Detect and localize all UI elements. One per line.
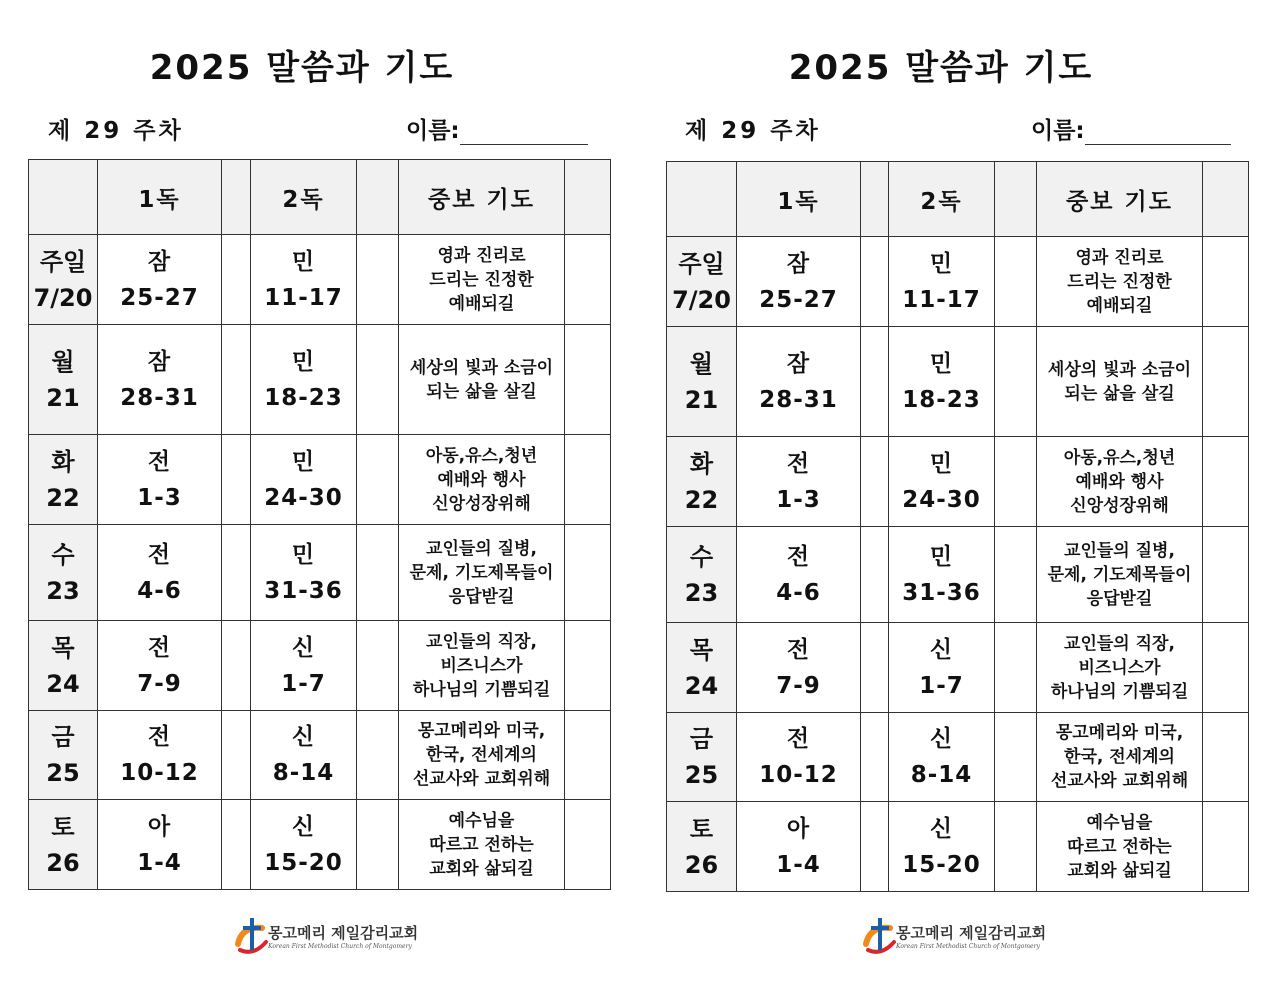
day-name: 금 <box>689 725 714 753</box>
prayer-check-cell[interactable] <box>565 800 611 890</box>
day-date: 23 <box>46 576 80 605</box>
table-row <box>667 623 1249 713</box>
reading1-check-cell[interactable] <box>861 623 889 713</box>
reading1-cell <box>98 325 222 435</box>
day-cell <box>29 325 98 435</box>
table-row <box>667 527 1249 623</box>
prayer-line: 응답받길 <box>1086 588 1153 609</box>
reading2-cell <box>251 800 357 890</box>
reading1-book: 잠 <box>147 248 172 275</box>
prayer-line: 교회와 삶되길 <box>1067 860 1172 881</box>
prayer-line: 교인들의 직장, <box>426 631 537 652</box>
prayer-line: 예배와 행사 <box>1075 471 1164 492</box>
reading2-check-cell[interactable] <box>357 525 399 621</box>
day-date: 25 <box>46 759 80 787</box>
church-name: 몽고메리 제일감리교회 <box>268 924 419 942</box>
table-row <box>29 435 611 525</box>
header-read2: 2독 <box>889 162 995 237</box>
day-cell <box>667 527 737 623</box>
table-body <box>29 235 611 890</box>
table-row <box>667 437 1249 527</box>
day-date: 26 <box>46 848 80 877</box>
day-name: 토 <box>689 814 714 843</box>
prayer-line: 세상의 빛과 소금이 <box>1047 359 1192 380</box>
reading2-chapters: 24-30 <box>902 486 981 513</box>
day-name: 주일 <box>39 247 87 276</box>
prayer-line: 되는 삶을 살길 <box>426 381 537 402</box>
day-name: 토 <box>51 812 75 841</box>
table-row <box>667 327 1249 437</box>
reading1-chapters: 28-31 <box>759 386 838 413</box>
prayer-line: 예배되길 <box>1086 295 1153 316</box>
worksheet-right <box>638 0 1278 989</box>
day-cell <box>667 713 737 802</box>
day-cell <box>667 437 737 527</box>
reading1-check-cell[interactable] <box>861 527 889 623</box>
reading2-book: 민 <box>291 541 316 568</box>
day-date: 24 <box>684 671 719 700</box>
reading1-cell <box>98 711 222 800</box>
header-check3 <box>1203 162 1249 237</box>
reading2-book: 신 <box>291 724 316 750</box>
reading1-cell <box>737 237 861 327</box>
reading2-cell <box>251 525 357 621</box>
header-read1: 1독 <box>737 162 861 237</box>
reading2-check-cell[interactable] <box>357 621 399 711</box>
reading1-book: 전 <box>786 543 811 570</box>
reading2-book: 민 <box>291 348 316 375</box>
reading2-check-cell[interactable] <box>995 802 1037 892</box>
reading2-cell <box>251 235 357 325</box>
reading2-chapters: 18-23 <box>902 386 981 413</box>
day-cell <box>667 623 737 713</box>
day-name: 목 <box>51 633 75 662</box>
prayer-line: 문제, 기도제목들이 <box>409 562 554 583</box>
header-check1 <box>222 160 251 235</box>
prayer-line: 문제, 기도제목들이 <box>1047 564 1192 585</box>
prayer-line: 드리는 진정한 <box>429 269 534 290</box>
day-name: 월 <box>689 349 714 378</box>
reading1-book: 전 <box>786 636 811 663</box>
prayer-line: 예수님을 <box>448 810 515 831</box>
week-label: 제 29 주차 <box>685 118 821 144</box>
reading1-check-cell[interactable] <box>861 713 889 802</box>
reading1-check-cell[interactable] <box>222 800 251 890</box>
reading1-book: 전 <box>147 634 172 661</box>
day-date: 7/20 <box>672 285 731 314</box>
church-name-english: Korean First Methodist Church of Montgomery <box>268 943 412 950</box>
day-date: 22 <box>46 483 80 512</box>
prayer-line: 비즈니스가 <box>440 655 523 676</box>
church-name-english: Korean First Methodist Church of Montgomery <box>896 943 1040 950</box>
reading1-cell <box>737 527 861 623</box>
reading1-check-cell[interactable] <box>222 621 251 711</box>
prayer-line: 하나님의 기쁨되길 <box>412 679 551 700</box>
reading2-book: 신 <box>929 726 954 752</box>
reading2-cell <box>251 621 357 711</box>
header-check3 <box>565 160 611 235</box>
prayer-cell <box>1037 713 1203 802</box>
prayer-cell <box>399 435 565 525</box>
reading2-check-cell[interactable] <box>357 235 399 325</box>
reading1-check-cell[interactable] <box>222 525 251 621</box>
prayer-check-cell[interactable] <box>1203 623 1249 713</box>
reading1-cell <box>737 713 861 802</box>
reading1-book: 잠 <box>147 348 172 375</box>
reading1-cell <box>98 235 222 325</box>
prayer-cell <box>399 711 565 800</box>
prayer-line: 아동,유스,청년 <box>425 445 538 466</box>
reading1-book: 아 <box>786 815 811 842</box>
prayer-check-cell[interactable] <box>1203 802 1249 892</box>
day-cell <box>29 621 98 711</box>
reading1-chapters: 10-12 <box>759 762 838 788</box>
reading2-chapters: 18-23 <box>264 384 343 411</box>
reading1-book: 전 <box>786 726 811 752</box>
day-name: 월 <box>51 347 75 376</box>
reading1-chapters: 10-12 <box>120 760 199 786</box>
reading2-chapters: 15-20 <box>902 851 981 878</box>
page-title: 2025 말씀과 기도 <box>149 48 455 88</box>
table-row <box>29 800 611 890</box>
reading2-chapters: 24-30 <box>264 484 343 511</box>
reading2-check-cell[interactable] <box>995 527 1037 623</box>
reading1-chapters: 4-6 <box>776 579 821 606</box>
prayer-line: 응답받길 <box>448 586 515 607</box>
reading2-chapters: 31-36 <box>902 579 981 606</box>
prayer-check-cell[interactable] <box>1203 327 1249 437</box>
header-check1 <box>861 162 889 237</box>
prayer-line: 선교사와 교회위해 <box>1050 771 1189 791</box>
reading1-cell <box>737 802 861 892</box>
day-cell <box>667 802 737 892</box>
prayer-line: 예배와 행사 <box>437 469 526 490</box>
prayer-check-cell[interactable] <box>565 325 611 435</box>
table-row <box>29 621 611 711</box>
prayer-check-cell[interactable] <box>565 525 611 621</box>
name-label: 이름: <box>406 118 460 144</box>
day-cell <box>667 237 737 327</box>
reading2-book: 신 <box>929 815 954 842</box>
church-name: 몽고메리 제일감리교회 <box>896 924 1047 942</box>
prayer-line: 세상의 빛과 소금이 <box>409 357 554 378</box>
prayer-line: 되는 삶을 살길 <box>1064 383 1175 404</box>
day-date: 25 <box>684 761 719 789</box>
reading1-chapters: 1-3 <box>137 484 182 511</box>
table-header-row <box>29 160 611 235</box>
reading1-chapters: 25-27 <box>759 286 838 313</box>
prayer-line: 신앙성장위해 <box>432 493 531 514</box>
prayer-line: 하나님의 기쁨되길 <box>1050 681 1189 702</box>
reading2-check-cell[interactable] <box>357 435 399 525</box>
table-header-row <box>667 162 1249 237</box>
prayer-line: 선교사와 교회위해 <box>412 769 551 789</box>
reading1-chapters: 7-9 <box>776 672 821 699</box>
reading2-chapters: 31-36 <box>264 577 343 604</box>
reading2-chapters: 8-14 <box>272 760 335 786</box>
prayer-line: 교인들의 질병, <box>1064 540 1175 561</box>
prayer-cell <box>1037 437 1203 527</box>
reading2-check-cell[interactable] <box>995 713 1037 802</box>
reading1-check-cell[interactable] <box>861 802 889 892</box>
reading1-chapters: 7-9 <box>137 670 182 697</box>
reading1-chapters: 4-6 <box>137 577 182 604</box>
day-cell <box>29 435 98 525</box>
prayer-cell <box>1037 623 1203 713</box>
church-cross-logo-icon <box>860 916 900 958</box>
reading1-book: 잠 <box>786 250 811 277</box>
prayer-cell <box>399 325 565 435</box>
reading1-cell <box>98 800 222 890</box>
reading1-book: 아 <box>147 813 172 840</box>
header-check2 <box>995 162 1037 237</box>
reading2-book: 신 <box>291 813 316 840</box>
day-date: 22 <box>684 485 719 514</box>
reading2-chapters: 15-20 <box>264 849 343 876</box>
prayer-check-cell[interactable] <box>565 435 611 525</box>
reading2-book: 신 <box>929 636 954 663</box>
reading2-cell <box>251 325 357 435</box>
reading1-book: 전 <box>147 541 172 568</box>
prayer-check-cell[interactable] <box>1203 713 1249 802</box>
church-logo <box>232 912 422 962</box>
name-label: 이름: <box>1031 118 1085 144</box>
reading2-cell <box>889 327 995 437</box>
reading1-book: 전 <box>786 450 811 477</box>
prayer-check-cell[interactable] <box>565 235 611 325</box>
week-label: 제 29 주차 <box>48 118 184 144</box>
reading1-chapters: 28-31 <box>120 384 199 411</box>
prayer-line: 예배되길 <box>448 293 515 314</box>
name-field <box>406 112 588 145</box>
prayer-check-cell[interactable] <box>565 621 611 711</box>
day-name: 화 <box>51 447 75 476</box>
day-name: 수 <box>51 540 75 569</box>
reading2-cell <box>251 711 357 800</box>
prayer-line: 아동,유스,청년 <box>1063 447 1176 468</box>
reading2-chapters: 8-14 <box>910 762 973 788</box>
reading2-check-cell[interactable] <box>995 623 1037 713</box>
prayer-line: 따르고 전하는 <box>1067 836 1172 857</box>
reading2-chapters: 11-17 <box>902 286 981 313</box>
table-row <box>667 237 1249 327</box>
header-blank <box>29 160 98 235</box>
reading2-cell <box>889 527 995 623</box>
table-row <box>29 711 611 800</box>
day-date: 24 <box>46 669 80 698</box>
table-row <box>667 713 1249 802</box>
header-check2 <box>357 160 399 235</box>
prayer-check-cell[interactable] <box>565 711 611 800</box>
reading2-cell <box>889 802 995 892</box>
day-cell <box>29 711 98 800</box>
reading2-check-cell[interactable] <box>357 711 399 800</box>
day-name: 금 <box>51 723 75 751</box>
day-date: 7/20 <box>33 283 93 312</box>
prayer-check-cell[interactable] <box>1203 237 1249 327</box>
reading2-book: 민 <box>291 248 316 275</box>
reading1-check-cell[interactable] <box>861 237 889 327</box>
reading1-cell <box>737 327 861 437</box>
reading1-check-cell[interactable] <box>222 711 251 800</box>
prayer-line: 한국, 전세계의 <box>1064 747 1175 767</box>
prayer-cell <box>1037 527 1203 623</box>
day-cell <box>29 235 98 325</box>
reading2-check-cell[interactable] <box>995 437 1037 527</box>
prayer-cell <box>1037 237 1203 327</box>
prayer-line: 몽고메리와 미국, <box>417 721 546 741</box>
prayer-line: 교인들의 질병, <box>426 538 537 559</box>
prayer-check-cell[interactable] <box>1203 527 1249 623</box>
prayer-cell <box>399 621 565 711</box>
prayer-line: 따르고 전하는 <box>429 834 534 855</box>
prayer-line: 몽고메리와 미국, <box>1055 723 1184 743</box>
name-blank-line[interactable] <box>1085 118 1231 145</box>
header-prayer: 중보 기도 <box>1037 162 1203 237</box>
reading2-book: 민 <box>929 450 954 477</box>
prayer-line: 신앙성장위해 <box>1070 495 1169 516</box>
prayer-cell <box>1037 802 1203 892</box>
reading1-book: 전 <box>147 448 172 475</box>
reading1-cell <box>98 435 222 525</box>
day-date: 21 <box>46 383 80 412</box>
reading1-book: 잠 <box>786 350 811 377</box>
day-date: 26 <box>684 850 719 879</box>
reading2-book: 민 <box>929 350 954 377</box>
prayer-cell <box>399 525 565 621</box>
church-logo <box>860 912 1050 962</box>
table-body <box>667 237 1249 892</box>
reading1-cell <box>98 621 222 711</box>
header-blank <box>667 162 737 237</box>
prayer-line: 드리는 진정한 <box>1067 271 1172 292</box>
prayer-cell <box>399 800 565 890</box>
reading1-chapters: 1-4 <box>137 849 182 876</box>
reading2-check-cell[interactable] <box>995 237 1037 327</box>
page-title: 2025 말씀과 기도 <box>788 48 1094 88</box>
reading1-cell <box>737 437 861 527</box>
reading1-chapters: 1-3 <box>776 486 821 513</box>
header-prayer: 중보 기도 <box>399 160 565 235</box>
reading2-cell <box>889 237 995 327</box>
reading2-chapters: 1-7 <box>281 670 326 697</box>
reading2-check-cell[interactable] <box>357 800 399 890</box>
header-read1: 1독 <box>98 160 222 235</box>
day-cell <box>667 327 737 437</box>
reading1-check-cell[interactable] <box>222 325 251 435</box>
prayer-line: 교회와 삶되길 <box>429 858 534 879</box>
prayer-line: 한국, 전세계의 <box>426 745 537 765</box>
reading1-chapters: 1-4 <box>776 851 821 878</box>
reading-schedule-table <box>28 159 611 890</box>
table-row <box>29 235 611 325</box>
reading2-chapters: 1-7 <box>919 672 964 699</box>
reading2-chapters: 11-17 <box>264 284 343 311</box>
reading1-check-cell[interactable] <box>222 435 251 525</box>
church-cross-logo-icon <box>232 916 272 958</box>
reading1-cell <box>98 525 222 621</box>
reading1-book: 전 <box>147 724 172 750</box>
reading2-cell <box>889 437 995 527</box>
reading1-chapters: 25-27 <box>120 284 199 311</box>
day-name: 주일 <box>678 249 725 278</box>
prayer-line: 교인들의 직장, <box>1064 633 1175 654</box>
day-name: 수 <box>689 542 714 571</box>
reading1-check-cell[interactable] <box>861 437 889 527</box>
header-read2: 2독 <box>251 160 357 235</box>
reading2-check-cell[interactable] <box>357 325 399 435</box>
name-blank-line[interactable] <box>460 118 588 145</box>
prayer-cell <box>399 235 565 325</box>
prayer-cell <box>1037 327 1203 437</box>
reading2-book: 신 <box>291 634 316 661</box>
day-name: 화 <box>689 449 714 478</box>
reading2-book: 민 <box>929 250 954 277</box>
reading1-check-cell[interactable] <box>222 235 251 325</box>
prayer-line: 예수님을 <box>1086 812 1153 833</box>
reading2-book: 민 <box>291 448 316 475</box>
reading2-book: 민 <box>929 543 954 570</box>
prayer-line: 영과 진리로 <box>437 245 526 266</box>
day-date: 23 <box>684 578 719 607</box>
reading2-cell <box>889 713 995 802</box>
reading1-check-cell[interactable] <box>861 327 889 437</box>
reading2-cell <box>889 623 995 713</box>
prayer-line: 영과 진리로 <box>1075 247 1164 268</box>
prayer-line: 비즈니스가 <box>1078 657 1161 678</box>
prayer-check-cell[interactable] <box>1203 437 1249 527</box>
table-row <box>667 802 1249 892</box>
table-row <box>29 325 611 435</box>
table-row <box>29 525 611 621</box>
name-field <box>1031 112 1231 145</box>
reading-schedule-table <box>666 161 1249 892</box>
day-cell <box>29 800 98 890</box>
reading1-cell <box>737 623 861 713</box>
day-date: 21 <box>684 385 719 414</box>
day-cell <box>29 525 98 621</box>
reading2-check-cell[interactable] <box>995 327 1037 437</box>
reading2-cell <box>251 435 357 525</box>
day-name: 목 <box>689 635 714 664</box>
